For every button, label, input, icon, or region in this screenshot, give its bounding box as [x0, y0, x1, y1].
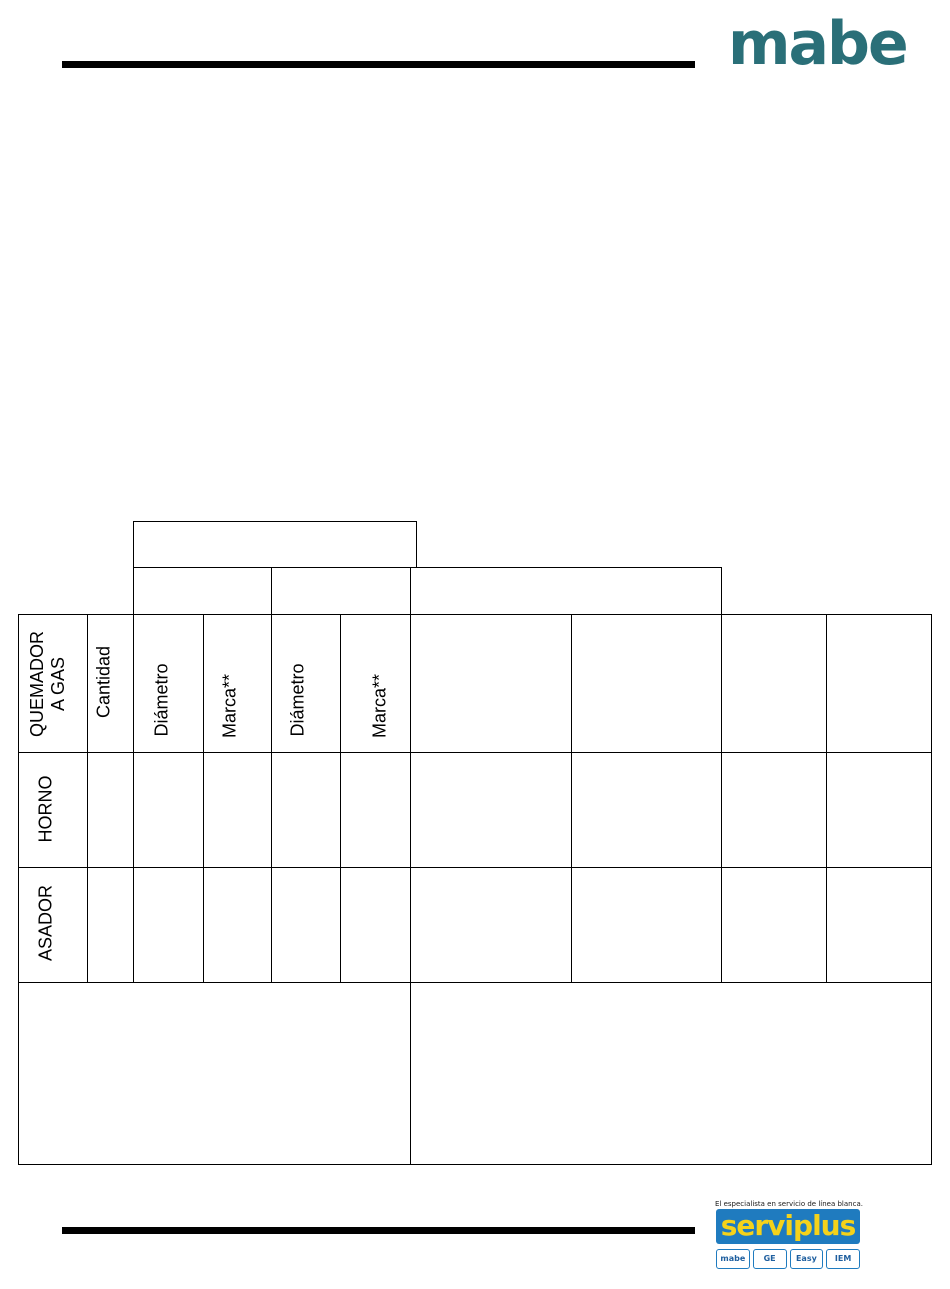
table-cell: [340, 752, 411, 868]
header-subgroup-3: [410, 567, 722, 615]
notes-cell-left: [18, 982, 411, 1165]
header-rule: [62, 61, 695, 68]
table-cell: [826, 752, 932, 868]
header-subgroup-2: [271, 567, 411, 615]
row-label-gas-burner-line2: A GAS: [48, 656, 68, 712]
table-cell: [133, 867, 204, 983]
table-cell: [721, 867, 827, 983]
col-label-brand-1: Marca**: [219, 673, 240, 739]
serviplus-badge: [716, 1209, 860, 1244]
header-group-cell: [133, 521, 417, 568]
brand-easy-logo: Easy: [790, 1249, 824, 1269]
col-header-blank-1: [410, 614, 572, 753]
col-label-diameter-2: Diámetro: [287, 663, 308, 737]
table-cell: [571, 867, 722, 983]
table-cell: [87, 752, 134, 868]
mabe-logo: mabe: [728, 9, 907, 79]
brand-ge-logo: GE: [753, 1249, 787, 1269]
row-label-gas-burner-line1: QUEMADOR: [27, 630, 47, 738]
footer-rule: [62, 1227, 695, 1234]
col-header-blank-4: [826, 614, 932, 753]
table-cell: [410, 867, 572, 983]
row-label-gas-burner-text: [27, 631, 69, 737]
col-header-blank-2: [571, 614, 722, 753]
table-cell: [203, 867, 272, 983]
row-label-broiler-text: ASADOR: [35, 884, 56, 962]
col-label-diameter-1: Diámetro: [151, 663, 172, 737]
header-subgroup-1: [133, 567, 272, 615]
serviplus-tagline: El especialista en servicio de línea blanca.: [715, 1200, 863, 1208]
col-label-brand-2: Marca**: [369, 673, 390, 739]
col-header-blank-3: [721, 614, 827, 753]
table-cell: [410, 752, 572, 868]
brand-iem-logo: IEM: [826, 1249, 860, 1269]
row-label-oven-text: HORNO: [35, 775, 56, 843]
table-cell: [271, 752, 341, 868]
table-cell: [826, 867, 932, 983]
table-cell: [271, 867, 341, 983]
table-cell: [133, 752, 204, 868]
brand-mabe-logo: mabe: [716, 1249, 750, 1269]
table-cell: [87, 867, 134, 983]
table-cell: [340, 867, 411, 983]
table-cell: [571, 752, 722, 868]
serviplus-logo: [712, 1196, 867, 1276]
serviplus-brand-strip: [716, 1249, 860, 1269]
serviplus-wordmark: serviplus: [720, 1209, 856, 1242]
col-label-quantity: Cantidad: [93, 645, 114, 719]
table-cell: [721, 752, 827, 868]
table-cell: [203, 752, 272, 868]
notes-cell-right: [410, 982, 932, 1165]
